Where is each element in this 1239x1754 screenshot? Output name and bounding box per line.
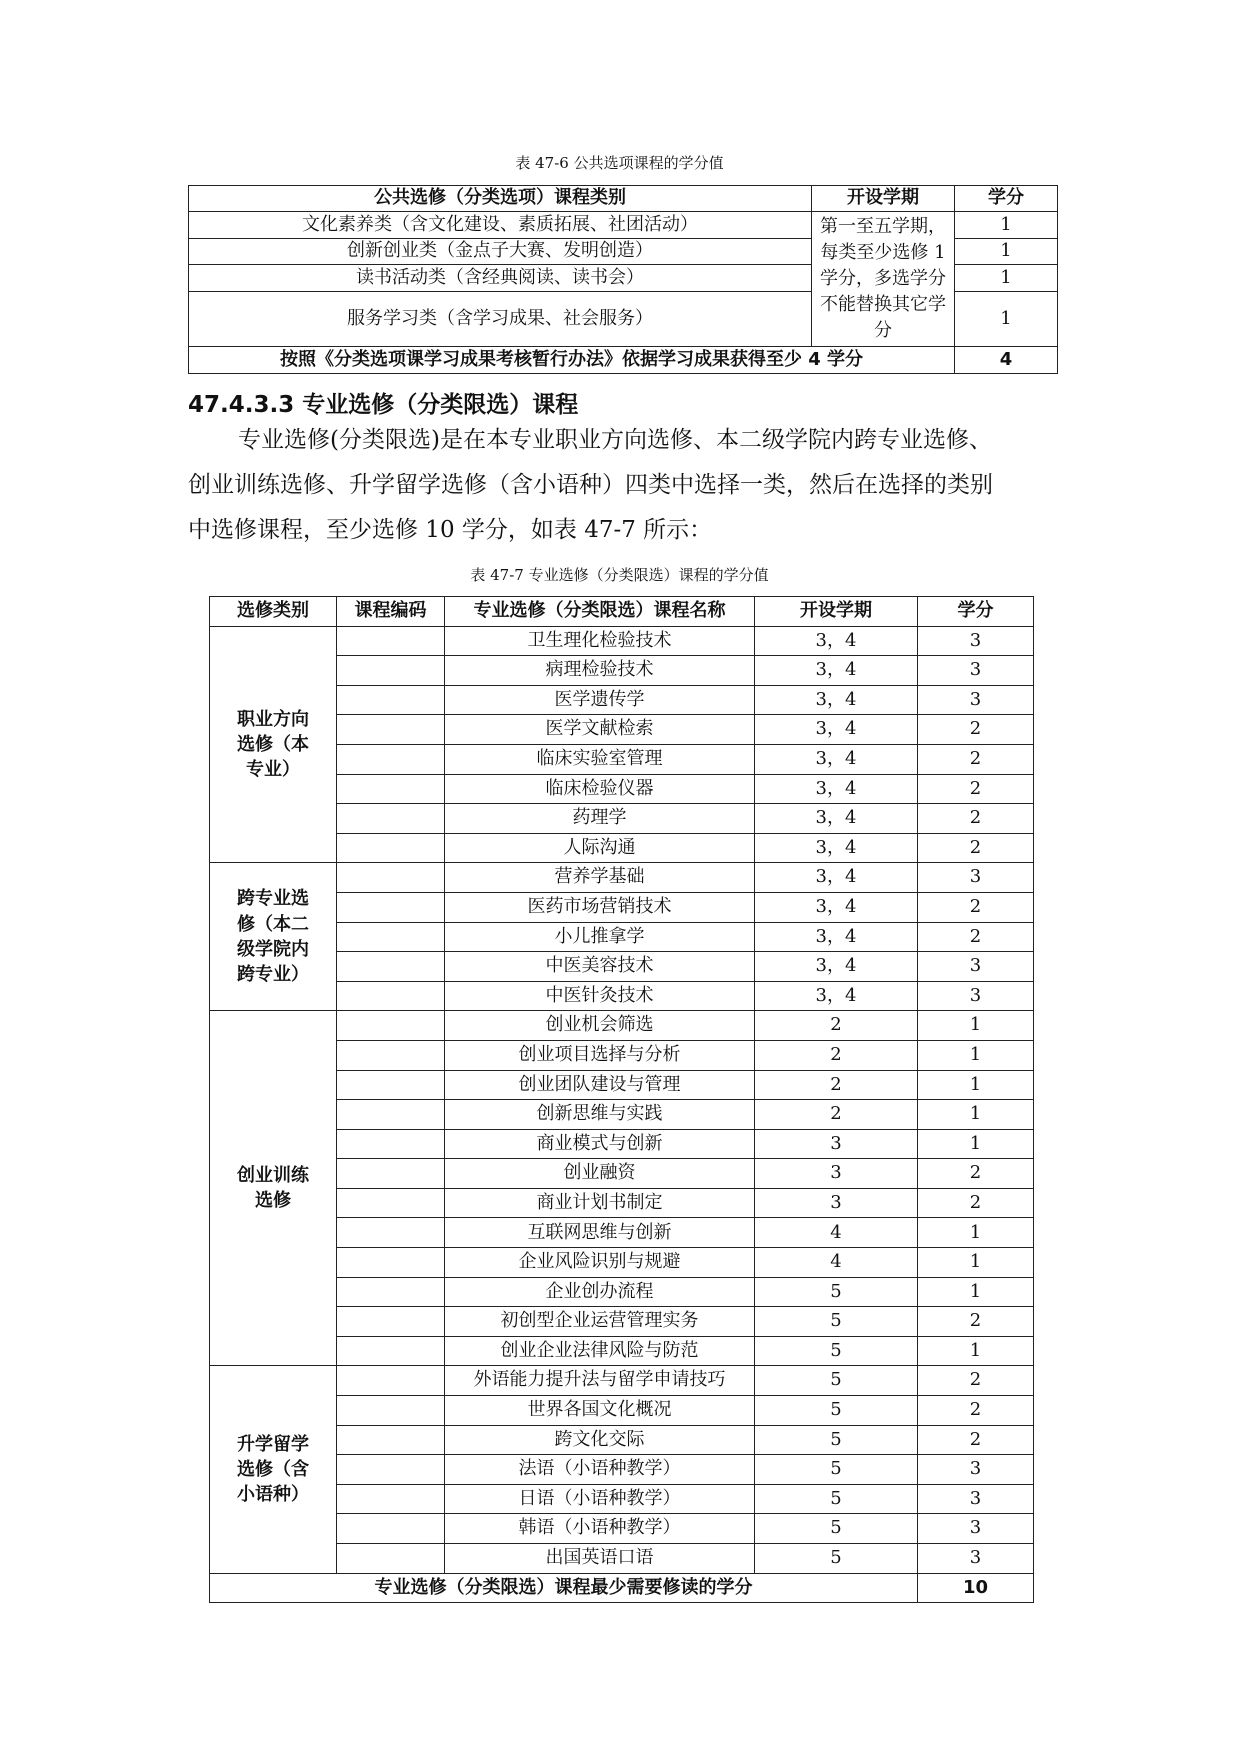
course-name-cell: 营养学基础 <box>445 863 755 893</box>
semester-note-cell <box>812 212 955 347</box>
semester-cell: 3，4 <box>755 833 918 863</box>
semester-cell: 5 <box>755 1277 918 1307</box>
course-name-cell: 创业团队建设与管理 <box>445 1070 755 1100</box>
course-code-cell <box>337 1277 445 1307</box>
credit-cell: 3 <box>918 656 1034 686</box>
group-label: 职业方向选修（本专业） <box>237 708 309 781</box>
credit-cell: 2 <box>918 1366 1034 1396</box>
semester-cell: 5 <box>755 1544 918 1574</box>
group-label-cell <box>210 1011 337 1366</box>
course-name-cell: 临床检验仪器 <box>445 774 755 804</box>
group-label: 升学留学选修（含小语种） <box>237 1433 309 1506</box>
course-name-cell: 创新思维与实践 <box>445 1100 755 1130</box>
semester-cell: 3，4 <box>755 922 918 952</box>
credit-cell: 1 <box>918 1100 1034 1130</box>
course-code-cell <box>337 1129 445 1159</box>
semester-cell: 3，4 <box>755 774 918 804</box>
header-credit: 学分 <box>955 186 1058 212</box>
table-row <box>210 863 1034 893</box>
course-name-cell: 中医美容技术 <box>445 952 755 982</box>
semester-cell: 3，4 <box>755 952 918 982</box>
course-code-cell <box>337 626 445 656</box>
course-name-cell: 初创型企业运营管理实务 <box>445 1307 755 1337</box>
course-name-cell: 创业企业法律风险与防范 <box>445 1336 755 1366</box>
semester-cell: 4 <box>755 1218 918 1248</box>
credit-cell: 2 <box>918 1396 1034 1426</box>
credit-cell: 1 <box>955 238 1058 265</box>
course-code-cell <box>337 1070 445 1100</box>
credit-cell: 2 <box>918 1159 1034 1189</box>
table-header-row <box>210 597 1034 627</box>
course-name-cell: 创业融资 <box>445 1159 755 1189</box>
course-code-cell <box>337 1455 445 1485</box>
semester-cell: 3，4 <box>755 804 918 834</box>
header-semester: 开设学期 <box>755 597 918 627</box>
course-code-cell <box>337 981 445 1011</box>
course-code-cell <box>337 656 445 686</box>
category-cell: 服务学习类（含学习成果、社会服务） <box>189 292 812 347</box>
credit-cell: 1 <box>918 1218 1034 1248</box>
header-category: 公共选修（分类选项）课程类别 <box>189 186 812 212</box>
course-name-cell: 医药市场营销技术 <box>445 892 755 922</box>
credit-cell: 1 <box>955 292 1058 347</box>
credit-cell: 3 <box>918 1544 1034 1574</box>
group-label: 跨专业选修（本二级学院内跨专业） <box>237 888 309 986</box>
course-name-cell: 世界各国文化概况 <box>445 1396 755 1426</box>
credit-cell: 3 <box>918 685 1034 715</box>
paragraph-line: 中选修课程，至少选修 10 学分，如表 47-7 所示： <box>188 517 713 543</box>
category-cell: 创新创业类（金点子大赛、发明创造） <box>189 238 812 265</box>
course-code-cell <box>337 922 445 952</box>
course-name-cell: 商业模式与创新 <box>445 1129 755 1159</box>
course-code-cell <box>337 952 445 982</box>
course-code-cell <box>337 1484 445 1514</box>
credit-cell: 3 <box>918 863 1034 893</box>
course-name-cell: 人际沟通 <box>445 833 755 863</box>
credit-cell: 3 <box>918 952 1034 982</box>
semester-cell: 5 <box>755 1425 918 1455</box>
semester-cell: 2 <box>755 1070 918 1100</box>
semester-cell: 5 <box>755 1336 918 1366</box>
semester-cell: 2 <box>755 1100 918 1130</box>
credit-cell: 1 <box>918 1248 1034 1278</box>
credit-cell: 2 <box>918 922 1034 952</box>
table-row <box>210 1011 1034 1041</box>
course-code-cell <box>337 1159 445 1189</box>
header-course-name: 专业选修（分类限选）课程名称 <box>445 597 755 627</box>
credit-cell: 2 <box>918 715 1034 745</box>
credit-cell: 1 <box>955 212 1058 239</box>
semester-cell: 3，4 <box>755 656 918 686</box>
credit-cell: 3 <box>918 1455 1034 1485</box>
footer-credit: 10 <box>918 1573 1034 1603</box>
course-code-cell <box>337 1544 445 1574</box>
course-code-cell <box>337 774 445 804</box>
credit-cell: 3 <box>918 1514 1034 1544</box>
course-name-cell: 药理学 <box>445 804 755 834</box>
public-elective-table <box>188 185 1058 374</box>
course-code-cell <box>337 1425 445 1455</box>
table-row <box>189 212 1058 239</box>
table2-caption: 表 47-7 专业选修（分类限选）课程的学分值 <box>470 566 769 584</box>
header-credit: 学分 <box>918 597 1034 627</box>
course-name-cell: 法语（小语种教学） <box>445 1455 755 1485</box>
course-name-cell: 互联网思维与创新 <box>445 1218 755 1248</box>
course-code-cell <box>337 1366 445 1396</box>
table-footer-row <box>189 347 1058 374</box>
semester-cell: 3，4 <box>755 685 918 715</box>
course-name-cell: 企业创办流程 <box>445 1277 755 1307</box>
header-code: 课程编码 <box>337 597 445 627</box>
group-label-cell <box>210 863 337 1011</box>
footer-text: 按照《分类选项课学习成果考核暂行办法》依据学习成果获得至少 4 学分 <box>189 347 955 374</box>
course-name-cell: 商业计划书制定 <box>445 1188 755 1218</box>
semester-cell: 3 <box>755 1159 918 1189</box>
credit-cell: 1 <box>918 1277 1034 1307</box>
course-code-cell <box>337 1307 445 1337</box>
semester-cell: 5 <box>755 1514 918 1544</box>
semester-cell: 5 <box>755 1396 918 1426</box>
credit-cell: 1 <box>955 265 1058 292</box>
credit-cell: 1 <box>918 1129 1034 1159</box>
semester-cell: 3 <box>755 1129 918 1159</box>
semester-cell: 4 <box>755 1248 918 1278</box>
semester-cell: 3，4 <box>755 981 918 1011</box>
course-code-cell <box>337 1218 445 1248</box>
footer-text: 专业选修（分类限选）课程最少需要修读的学分 <box>210 1573 918 1603</box>
semester-cell: 5 <box>755 1455 918 1485</box>
course-code-cell <box>337 744 445 774</box>
body-paragraph <box>188 418 1057 553</box>
credit-cell: 1 <box>918 1040 1034 1070</box>
semester-cell: 2 <box>755 1040 918 1070</box>
semester-cell: 3，4 <box>755 744 918 774</box>
course-name-cell: 医学文献检索 <box>445 715 755 745</box>
course-code-cell <box>337 715 445 745</box>
semester-cell: 3 <box>755 1188 918 1218</box>
course-name-cell: 跨文化交际 <box>445 1425 755 1455</box>
credit-cell: 2 <box>918 774 1034 804</box>
header-group: 选修类别 <box>210 597 337 627</box>
credit-cell: 1 <box>918 1011 1034 1041</box>
course-name-cell: 出国英语口语 <box>445 1544 755 1574</box>
professional-elective-table <box>209 596 1034 1603</box>
semester-note: 第一至五学期，每类至少选修 1 学分，多选学分不能替换其它学分 <box>820 216 946 342</box>
course-code-cell <box>337 1188 445 1218</box>
category-cell: 读书活动类（含经典阅读、读书会） <box>189 265 812 292</box>
credit-cell: 1 <box>918 1070 1034 1100</box>
course-name-cell: 外语能力提升法与留学申请技巧 <box>445 1366 755 1396</box>
course-code-cell <box>337 1514 445 1544</box>
group-label-cell <box>210 1366 337 1573</box>
credit-cell: 1 <box>918 1336 1034 1366</box>
course-name-cell: 小儿推拿学 <box>445 922 755 952</box>
header-semester: 开设学期 <box>812 186 955 212</box>
course-name-cell: 创业项目选择与分析 <box>445 1040 755 1070</box>
credit-cell: 2 <box>918 892 1034 922</box>
table-row <box>210 626 1034 656</box>
table-header-row <box>189 186 1058 212</box>
course-code-cell <box>337 1336 445 1366</box>
paragraph-line: 创业训练选修、升学留学选修（含小语种）四类中选择一类，然后在选择的类别 <box>188 472 993 498</box>
course-name-cell: 创业机会筛选 <box>445 1011 755 1041</box>
credit-cell: 2 <box>918 1307 1034 1337</box>
course-code-cell <box>337 892 445 922</box>
course-name-cell: 韩语（小语种教学） <box>445 1514 755 1544</box>
group-label: 创业训练选修 <box>237 1165 309 1212</box>
credit-cell: 2 <box>918 833 1034 863</box>
course-name-cell: 医学遗传学 <box>445 685 755 715</box>
credit-cell: 3 <box>918 626 1034 656</box>
credit-cell: 3 <box>918 981 1034 1011</box>
group-label-cell <box>210 626 337 863</box>
course-name-cell: 卫生理化检验技术 <box>445 626 755 656</box>
course-code-cell <box>337 1100 445 1130</box>
course-name-cell: 企业风险识别与规避 <box>445 1248 755 1278</box>
semester-cell: 3，4 <box>755 863 918 893</box>
course-code-cell <box>337 1011 445 1041</box>
footer-credit: 4 <box>955 347 1058 374</box>
credit-cell: 2 <box>918 1188 1034 1218</box>
course-code-cell <box>337 804 445 834</box>
section-heading: 47.4.3.3 专业选修（分类限选）课程 <box>188 392 579 418</box>
credit-cell: 2 <box>918 1425 1034 1455</box>
course-name-cell: 中医针灸技术 <box>445 981 755 1011</box>
paragraph-line: 专业选修(分类限选)是在本专业职业方向选修、本二级学院内跨专业选修、 <box>238 427 992 453</box>
credit-cell: 2 <box>918 804 1034 834</box>
table1-caption: 表 47-6 公共选项课程的学分值 <box>515 154 724 172</box>
course-code-cell <box>337 685 445 715</box>
credit-cell: 2 <box>918 744 1034 774</box>
course-code-cell <box>337 1040 445 1070</box>
semester-cell: 3，4 <box>755 715 918 745</box>
table-row <box>210 1366 1034 1396</box>
semester-cell: 2 <box>755 1011 918 1041</box>
course-name-cell: 日语（小语种教学） <box>445 1484 755 1514</box>
course-code-cell <box>337 833 445 863</box>
course-code-cell <box>337 863 445 893</box>
credit-cell: 3 <box>918 1484 1034 1514</box>
semester-cell: 3，4 <box>755 626 918 656</box>
course-name-cell: 临床实验室管理 <box>445 744 755 774</box>
table-footer-row <box>210 1573 1034 1603</box>
semester-cell: 5 <box>755 1484 918 1514</box>
semester-cell: 5 <box>755 1366 918 1396</box>
semester-cell: 3，4 <box>755 892 918 922</box>
course-code-cell <box>337 1396 445 1426</box>
category-cell: 文化素养类（含文化建设、素质拓展、社团活动） <box>189 212 812 239</box>
semester-cell: 5 <box>755 1307 918 1337</box>
course-name-cell: 病理检验技术 <box>445 656 755 686</box>
course-code-cell <box>337 1248 445 1278</box>
